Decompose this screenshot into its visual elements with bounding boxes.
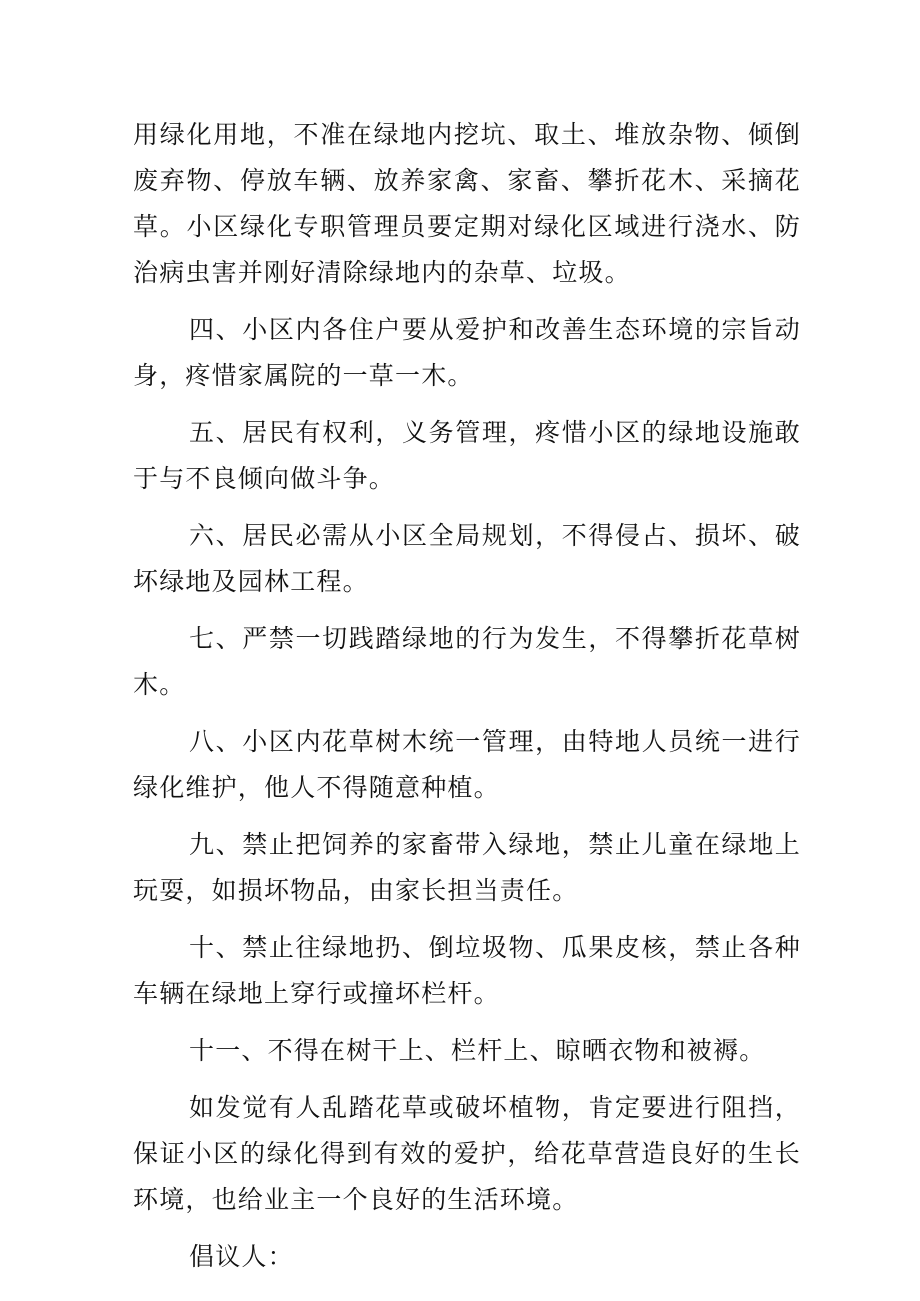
signature-label: 倡议人：: [189, 1242, 294, 1271]
paragraph-continuation: 用绿化用地，不准在绿地内挖坑、取土、堆放杂物、倾倒废弃物、停放车辆、放养家禽、家畜、攀折花木、采摘花草。小区绿化专职管理员要定期对绿化区域进行浇水、防治病虫害并刚好清除绿地内的杂草、垃圾。: [133, 120, 801, 287]
paragraph-item-9: 九、禁止把饲养的家畜带入绿地，禁止儿童在绿地上玩耍，如损坏物品，由家长担当责任。: [133, 830, 801, 905]
paragraph-item-5: 五、居民有权利，义务管理，疼惜小区的绿地设施敢于与不良倾向做斗争。: [133, 418, 801, 493]
document-body: [133, 112, 801, 1291]
paragraph-item-11: 十一、不得在树干上、栏杆上、晾晒衣物和被褥。: [189, 1036, 766, 1065]
paragraph-item-8: 八、小区内花草树木统一管理，由特地人员统一进行绿化维护，他人不得随意种植。: [133, 727, 801, 802]
paragraph-closing: 如发觉有人乱踏花草或破坏植物，肯定要进行阻挡，保证小区的绿化得到有效的爱护，给花草营造良好的生长环境，也给业主一个良好的生活环境。: [133, 1093, 801, 1214]
paragraph-item-7: 七、严禁一切践踏绿地的行为发生，不得攀折花草树木。: [133, 624, 801, 699]
paragraph-item-10: 十、禁止往绿地扔、倒垃圾物、瓜果皮核，禁止各种车辆在绿地上穿行或撞坏栏杆。: [133, 933, 801, 1008]
paragraph-item-6: 六、居民必需从小区全局规划，不得侵占、损坏、破坏绿地及园林工程。: [133, 521, 801, 596]
paragraph-item-4: 四、小区内各住户要从爱护和改善生态环境的宗旨动身，疼惜家属院的一草一木。: [133, 315, 801, 390]
